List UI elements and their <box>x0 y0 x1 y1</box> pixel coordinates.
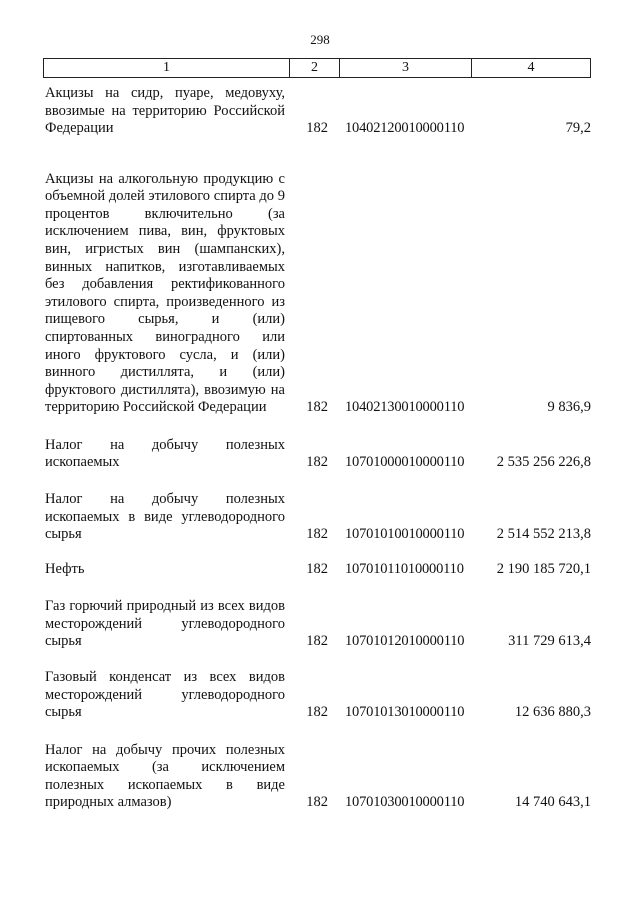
table-row <box>45 157 591 417</box>
header-col-3: 3 <box>340 59 472 77</box>
row-admin-code: 182 <box>306 704 328 721</box>
row-name: Газовый конденсат из всех видов месторождений углеводородного сырья <box>45 669 285 721</box>
row-admin-code: 182 <box>306 794 328 811</box>
row-kbk: 10701011010000110 <box>345 561 464 578</box>
row-name: Налог на добычу прочих полезных ископаемых (за исключением полезных ископаемых в виде природных алмазов) <box>45 741 285 811</box>
row-value: 311 729 613,4 <box>508 633 591 650</box>
row-admin-code: 182 <box>306 454 328 471</box>
row-value: 9 836,9 <box>547 399 591 416</box>
header-col-1: 1 <box>44 59 290 77</box>
table-header <box>43 58 591 78</box>
row-kbk: 10701000010000110 <box>345 454 465 471</box>
row-value: 2 190 185 720,1 <box>496 561 591 578</box>
table-row <box>45 668 591 722</box>
row-kbk: 10402120010000110 <box>345 120 465 137</box>
table-row <box>45 597 591 651</box>
page-number: 298 <box>310 32 330 47</box>
row-name: Акцизы на алкогольную продукцию с объемной долей этилового спирта до 9 процентов включительно (за исключением пива, вин, фруктовых вин, игристых вин (шампанских), винных напитков, изготавливаемых без добавления ректификованного этилового спирта, произведенного из пищевого сырья, и (или) спиртованных виноградного или иного фруктового сусла, и (или) винного дистиллята, и (или) фруктового дистиллята), ввозимую на территорию Российской Федерации <box>45 170 285 416</box>
row-value: 12 636 880,3 <box>514 704 591 721</box>
row-kbk: 10701030010000110 <box>345 794 465 811</box>
row-admin-code: 182 <box>306 526 328 543</box>
row-kbk: 10402130010000110 <box>345 399 465 416</box>
header-col-2: 2 <box>290 59 340 77</box>
table-row <box>45 436 591 472</box>
table-row <box>45 490 591 544</box>
row-admin-code: 182 <box>306 633 328 650</box>
row-value: 79,2 <box>565 120 591 137</box>
table-row <box>45 740 591 812</box>
row-kbk: 10701013010000110 <box>345 704 465 721</box>
row-name: Акцизы на сидр, пуаре, медовуху, ввозимые на территорию Российской Федерации <box>45 85 285 137</box>
row-name: Нефть <box>45 561 85 578</box>
row-name: Налог на добычу полезных ископаемых <box>45 436 285 471</box>
row-value: 2 535 256 226,8 <box>496 454 591 471</box>
row-kbk: 10701012010000110 <box>345 633 465 650</box>
row-kbk: 10701010010000110 <box>345 526 465 543</box>
row-admin-code: 182 <box>306 399 328 416</box>
header-col-4: 4 <box>527 60 535 75</box>
row-value: 2 514 552 213,8 <box>496 526 591 543</box>
row-name: Налог на добычу полезных ископаемых в виде углеводородного сырья <box>45 491 285 543</box>
row-admin-code: 182 <box>306 120 328 137</box>
table-row <box>45 561 591 579</box>
row-admin-code: 182 <box>306 561 328 578</box>
row-name: Газ горючий природный из всех видов месторождений углеводородного сырья <box>45 598 285 650</box>
table-row <box>45 84 591 138</box>
row-value: 14 740 643,1 <box>514 794 591 811</box>
